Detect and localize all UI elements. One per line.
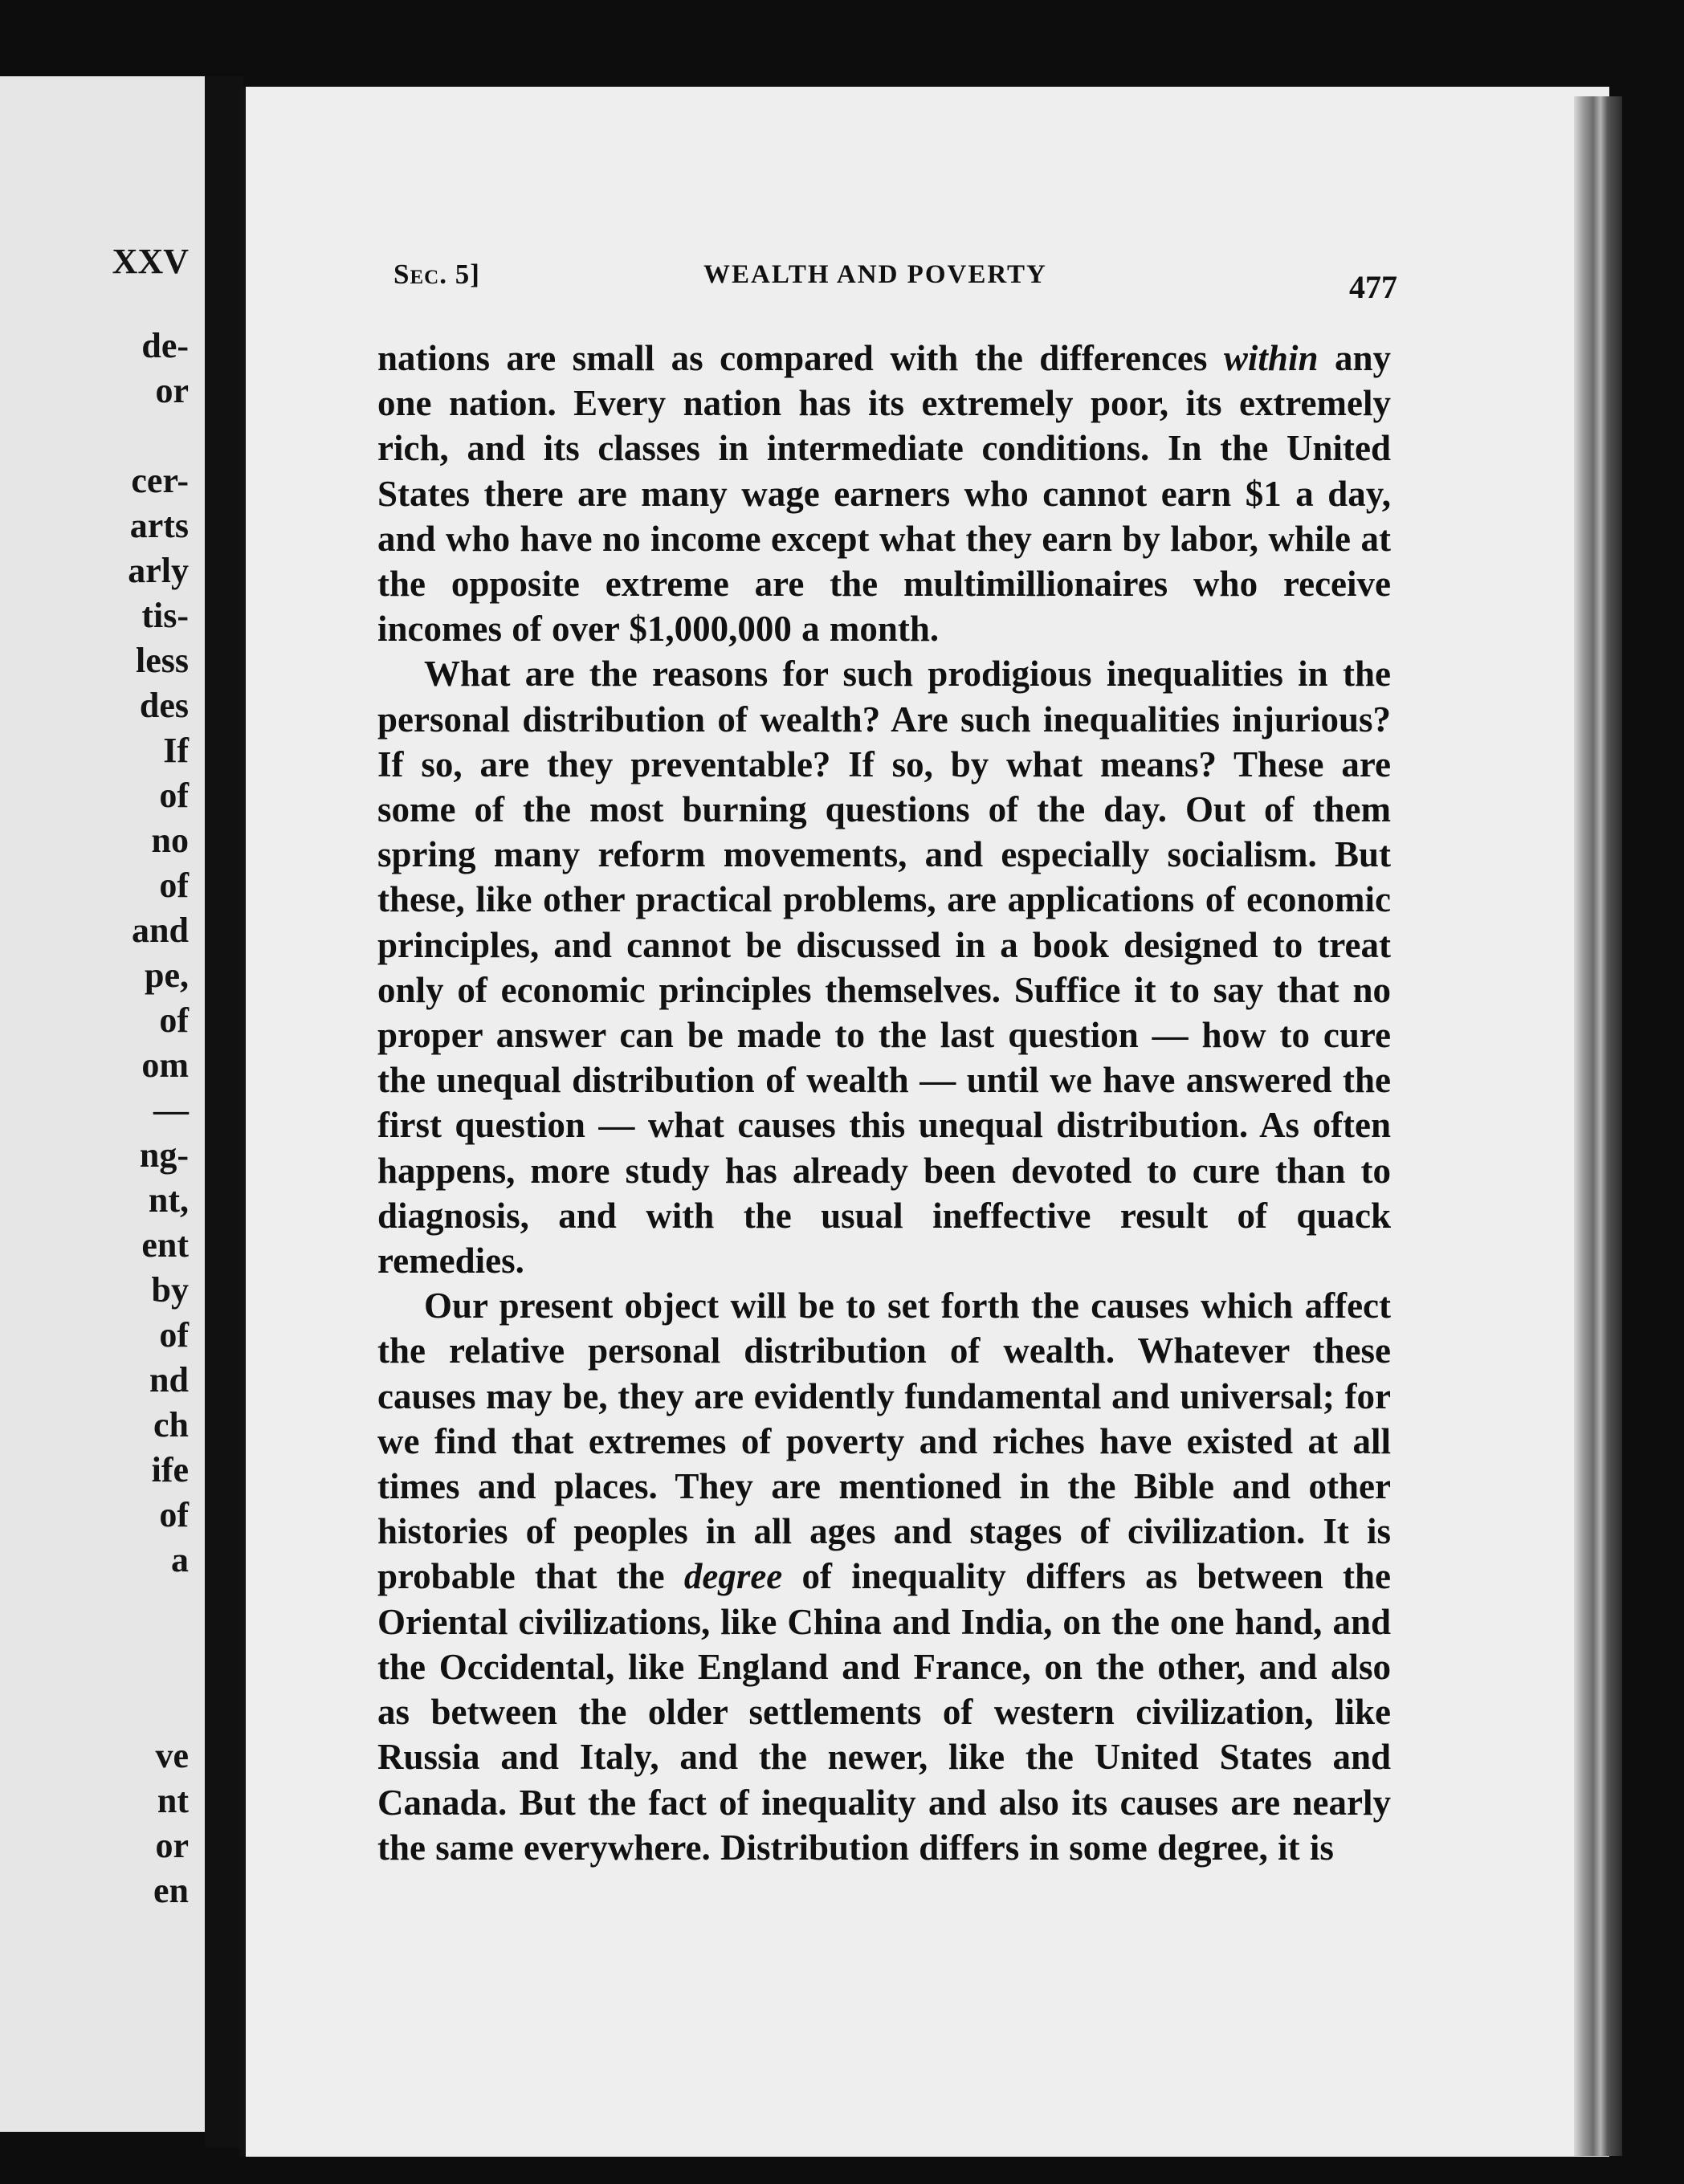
emphasis: within: [1223, 338, 1319, 378]
left-line: ng-: [139, 1135, 189, 1175]
left-line: de-: [141, 326, 189, 365]
left-line: by: [151, 1270, 189, 1310]
left-line: arts: [129, 506, 189, 545]
book-gutter: [205, 76, 243, 2148]
left-line: of: [159, 866, 189, 905]
left-line: des: [139, 686, 189, 725]
left-line: If: [163, 731, 189, 770]
left-line: of: [159, 1495, 189, 1534]
left-line: —: [153, 1090, 189, 1130]
left-line: ent: [141, 1225, 189, 1265]
left-line: ife: [151, 1450, 189, 1489]
left-line: or: [155, 371, 189, 410]
left-page: [0, 76, 210, 2132]
text-run: any one nation. Every nation has its extremely poor, its extremely rich, and its classes in intermediate conditions. In the United States there are many wage earners who cannot earn $1 a day, and who have no income except what they earn by labor, while at the opposite extreme are the multimillionaires who receive incomes of over $1,000,000 a month.: [377, 338, 1392, 650]
left-line: of: [159, 776, 189, 815]
left-line: arly: [128, 551, 189, 590]
text-run: nations are small as compared with the differences: [377, 338, 1224, 378]
running-title: WEALTH AND POVERTY: [703, 260, 1047, 289]
left-line: nt,: [148, 1180, 189, 1220]
left-line: or: [155, 1826, 189, 1865]
left-line: tis-: [141, 596, 189, 635]
body-text: [377, 336, 1391, 1870]
page-number: 477: [1349, 269, 1397, 305]
emphasis: degree: [683, 1556, 783, 1597]
running-header: [393, 247, 1397, 305]
paragraph: [377, 1283, 1391, 1870]
page-edge: [1574, 96, 1622, 2156]
left-line: en: [153, 1871, 189, 1910]
left-line: nd: [149, 1360, 189, 1400]
left-line: XXV: [112, 242, 189, 281]
left-line: ve: [155, 1736, 189, 1775]
text-run: of inequality differs as between the Oriental civilizations, like China and India, on the one hand, and the Occidental, like England and France, on the other, and also as between the older settlements of western civilization, like Russia and Italy, and the newer, like the United States and Canada. But the fact of inequality and also its causes are nearly the same everywhere. Distribution differs in some degree, it is: [377, 1556, 1391, 1868]
left-line: of: [159, 1315, 189, 1355]
left-line: less: [136, 641, 189, 680]
left-line: and: [132, 911, 189, 950]
left-line: cer-: [131, 461, 189, 500]
left-line: ch: [153, 1405, 189, 1444]
left-line: no: [151, 821, 189, 860]
paragraph: What are the reasons for such prodigious inequalities in the personal distribution of wealth? Are such inequalities injurious? If so, are they preventable? If so, by what means? These are some of the most burning questions of the day. Out of them spring many reform movements, and especially socialism. But these, like other practical problems, are applications of economic principles, and cannot be discussed in a book designed to treat only of economic principles themselves. Suffice it to say that no proper answer can be made to the last question — how to cure the unequal distribution of wealth — until we have answered the first question — what causes this unequal distribution. As often happens, more study has already been devoted to cure than to diagnosis, and with the usual ineffective result of quack remedies.: [377, 654, 1391, 1281]
left-line: nt: [157, 1781, 189, 1820]
text-run: Our present object will be to set forth the causes which affect the relative personal distribution of wealth. Whatever these causes may be, they are evidently fundamental and universal; for we find that extremes of poverty and riches have existed at all times and places. They are mentioned in the Bible and other histories of peoples in all ages and stages of civilization. It is probable that the: [377, 1286, 1391, 1597]
left-line: of: [159, 1000, 189, 1040]
left-line: pe,: [145, 956, 189, 995]
section-marker: Sec. 5]: [393, 259, 480, 290]
left-line: a: [171, 1540, 189, 1579]
paragraph: [377, 336, 1391, 651]
left-line: om: [141, 1045, 189, 1085]
